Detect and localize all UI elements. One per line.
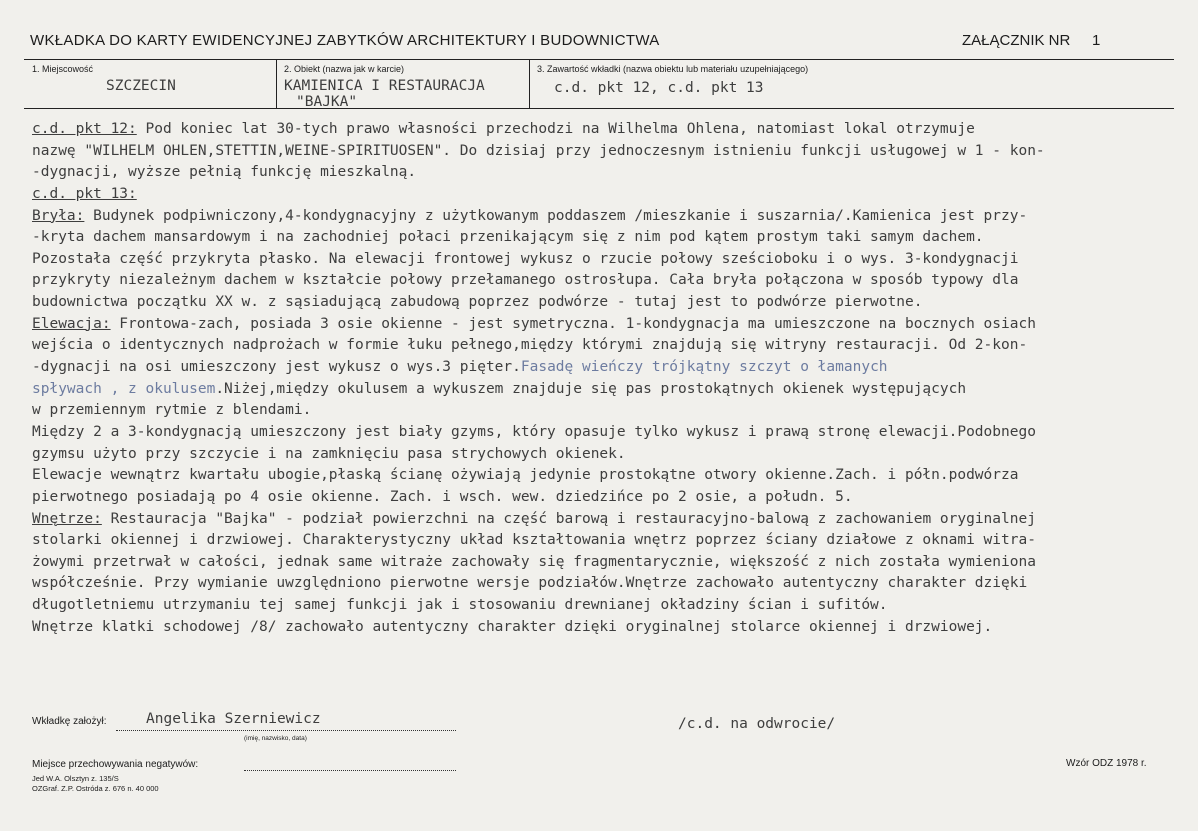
header-top-rule: [24, 59, 1174, 60]
field-divider-2: [529, 60, 530, 108]
header-bottom-rule: [24, 108, 1174, 109]
faded-text: spływach , z okulusem: [32, 380, 216, 397]
text-line: przykryty niezależnym dachem w kształcie połowy przełamanego ostrosłupa. Cała bryła połączona w sposób typowy dla: [32, 272, 1019, 289]
text-line: Elewacje wewnątrz kwartału ubogie,płaską ścianę ożywiają jedynie prostokątne otwory okienne.Zach. i półn.podwórza: [32, 467, 1019, 484]
faded-text: Fasadę wieńczy trójkątny szczyt o łamanych: [520, 359, 888, 376]
field-divider-1: [276, 60, 277, 108]
continued-note: /c.d. na odwrocie/: [678, 716, 836, 732]
text-line: Elewacja: Frontowa-zach, posiada 3 osie okienne - jest symetryczna. 1-kondygnacja ma umieszczone na bocznych osiach: [32, 315, 1036, 332]
section-heading: Wnętrze:: [32, 510, 102, 527]
author-label: Wkładkę założył:: [32, 716, 107, 727]
text-line: żowymi przetrwał w całości, jednak same witraże zachowały się fragmentarycznie, większość z nich została wymieniona: [32, 553, 1036, 570]
text-line: c.d. pkt 12: Pod koniec lat 30-tych prawo własności przechodzi na Wilhelma Ohlena, natomiast lokal otrzymuje: [32, 121, 975, 137]
negatives-dotted-line: [244, 770, 456, 771]
text-line: -dygnacji na osi umieszczony jest wykusz o wys.3 pięter.Fasadę wieńczy trójkątny szczyt o łamanych: [32, 359, 888, 376]
content-value: c.d. pkt 12, c.d. pkt 13: [554, 80, 764, 96]
text-line: współcześnie. Przy wymianie uwzględniono pierwotne wersje podziałów.Wnętrze zachowało autentyczny charakter dzięki: [32, 575, 1028, 592]
author-name: Angelika Szerniewicz: [146, 711, 321, 727]
text-line: Bryła: Budynek podpiwniczony,4-kondygnacyjny z użytkowanym poddaszem /mieszkanie i suszarnia/.Kamienica jest przy-: [32, 207, 1028, 224]
negatives-label: Miejsce przechowywania negatywów:: [32, 759, 199, 770]
text-line: Wnętrze: Restauracja "Bajka" - podział powierzchni na część barową i restauracyjno-balową z zachowaniem oryginalnej: [32, 510, 1036, 527]
author-hint: (imię, nazwisko, data): [244, 735, 307, 742]
text-line: Pozostała część przykryta płasko. Na elewacji frontowej wykusz o rzucie połowy sześcioboku i o wys. 3-kondygnacji: [32, 250, 1019, 267]
text-line: [32, 184, 1182, 206]
text-line: w przemiennym rytmie z blendami.: [32, 402, 312, 419]
typed-text-body: [32, 119, 1182, 638]
text-line: -kryta dachem mansardowym i na zachodniej połaci przenikającym się z nim pod kątem prostym taki samym dachem.: [32, 229, 984, 246]
text-line: pierwotnego posiadają po 4 osie okienne. Zach. i wsch. wew. dziedzińce po 2 osie, a połudn. 5.: [32, 488, 853, 505]
text-line: nazwę "WILHELM OHLEN,STETTIN,WEINE-SPIRITUOSEN". Do dzisiaj przy jednoczesnym istnieniu funkcji usługowej w 1 - kon-: [32, 142, 1045, 159]
text-line: gzymsu użyto przy szczycie i na zamknięciu pasa strychowych okienek.: [32, 445, 626, 462]
object-label: 2. Obiekt (nazwa jak w karcie): [284, 64, 405, 74]
form-title: WKŁADKA DO KARTY EWIDENCYJNEJ ZABYTKÓW ARCHITEKTURY I BUDOWNICTWA: [30, 32, 660, 49]
section-heading: Bryła:: [32, 207, 85, 224]
text-line: budownictwa początku XX w. z sąsiadującą zabudową poprzez podwórze - tutaj jest to podwórze pierwotne.: [32, 294, 923, 311]
text-line: spływach , z okulusem.Niżej,między okulusem a wykuszem znajduje się pas prostokątnych okienek występujących: [32, 380, 967, 397]
section-heading: c.d. pkt 12:: [32, 121, 137, 137]
content-label: 3. Zawartość wkładki (nazwa obiektu lub materiału uzupełniającego): [537, 64, 809, 74]
object-value-line2: "BAJKA": [296, 94, 358, 110]
text-line: Wnętrze klatki schodowej /8/ zachowało autentyczny charakter dzięki oryginalnej stolarce okiennej i drzwiowej.: [32, 618, 993, 635]
print-info-line2: OZGraf. Z.P. Ostróda z. 676 n. 40 000: [32, 784, 159, 793]
author-dotted-line: [116, 730, 456, 731]
annex-number: 1: [1092, 32, 1101, 49]
text-line: długotletniemu utrzymaniu tej samej funkcji jak i stosowaniu drewnianej okładziny ścian i sufitów.: [32, 597, 888, 614]
text-line: wejścia o identycznych nadprożach w formie łuku pełnego,między którymi znajdują się witryny restauracji. Od 2-kon-: [32, 337, 1028, 354]
object-value-line1: KAMIENICA I RESTAURACJA: [284, 78, 485, 94]
print-info-line1: Jed W.A. Olsztyn z. 135/S: [32, 774, 119, 783]
location-value: SZCZECIN: [106, 78, 176, 94]
text-line: stolarki okiennej i drzwiowej. Charakterystyczny układ kształtowania wnętrz poprzez ściany działowe z oknami witra-: [32, 532, 1036, 549]
section-heading: Elewacja:: [32, 315, 111, 332]
form-id: Wzór ODZ 1978 r.: [1066, 758, 1147, 769]
section-heading: c.d. pkt 13:: [32, 185, 137, 202]
location-label: 1. Miejscowość: [32, 64, 94, 74]
annex-label: ZAŁĄCZNIK NR: [962, 32, 1071, 49]
text-line: -dygnacji, wyższe pełnią funkcję mieszkalną.: [32, 164, 417, 181]
text-line: Między 2 a 3-kondygnacją umieszczony jest biały gzyms, który opasuje tylko wykusz i prawą stronę elewacji.Podobnego: [32, 423, 1036, 440]
